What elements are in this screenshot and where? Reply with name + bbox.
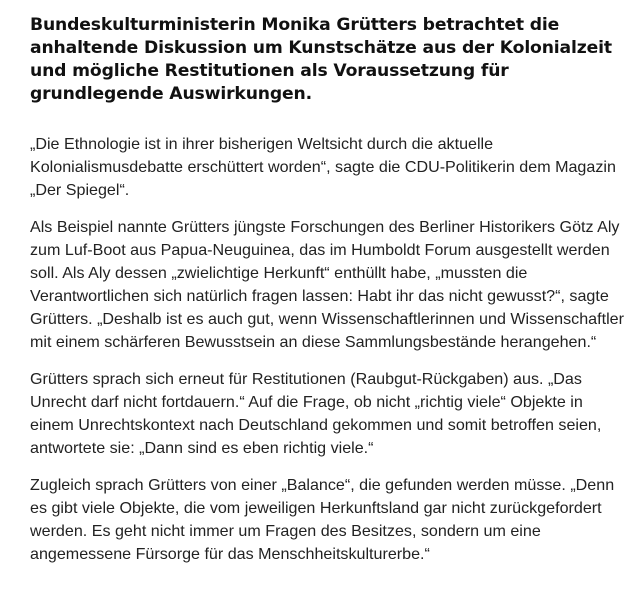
- article-paragraph: Grütters sprach sich erneut für Restitutionen (Raubgut-Rückgaben) aus. „Das Unrecht darf nicht fortdauern.“ Auf die Frage, ob nicht „richtig viele“ Objekte in einem Unrechtskontext nach Deutschland gekommen und somit betroffen seien, antwortete sie: „Dann sind es eben richtig viele.“: [30, 370, 602, 457]
- article-paragraph: „Die Ethnologie ist in ihrer bisherigen Weltsicht durch die aktuelle Kolonialismusdebatte erschüttert worden“, sagte die CDU-Politikerin dem Magazin „Der Spiegel“.: [30, 135, 616, 199]
- article-body: [30, 14, 628, 580]
- article-lead: Bundeskulturministerin Monika Grütters betrachtet die anhaltende Diskussion um Kunstschätze aus der Kolonialzeit und mögliche Restitutionen als Voraussetzung für grundlegende Auswirkungen.: [30, 15, 612, 104]
- article-paragraph: Als Beispiel nannte Grütters jüngste Forschungen des Berliner Historikers Götz Aly zum Luf-Boot aus Papua-Neuguinea, das im Humboldt Forum ausgestellt werden soll. Als Aly dessen „zwielichtige Herkunft“ enthüllt habe, „mussten die Verantwortlichen sich natürlich fragen lassen: Habt ihr das nicht gewusst?“, sagte Grütters. „Deshalb ist es auch gut, wenn Wissenschaftlerinnen und Wissenschaftler mit einem schärferen Bewusstsein an diese Sammlungsbestände herangehen.“: [30, 218, 624, 351]
- article-paragraph: Zugleich sprach Grütters von einer „Balance“, die gefunden werden müsse. „Denn es gibt viele Objekte, die vom jeweiligen Herkunftsland gar nicht zurückgefordert werden. Es geht nicht immer um Fragen des Besitzes, sondern um eine angemessene Fürsorge für das Menschheitskulturerbe.“: [30, 476, 615, 563]
